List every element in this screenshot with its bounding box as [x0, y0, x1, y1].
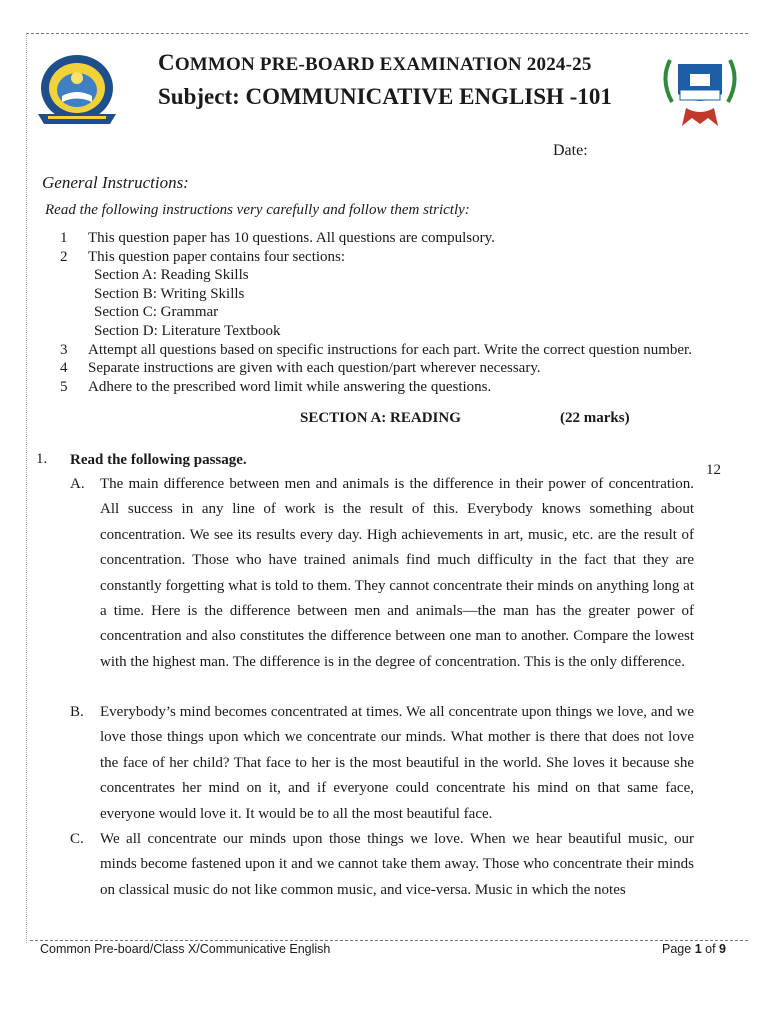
page-current: 1 — [694, 942, 702, 956]
section-a-title: SECTION A: READING — [300, 410, 461, 426]
instructions-list — [60, 229, 692, 396]
paragraph-text: The main difference between men and animals is the difference in their power of concentration. All success in any line of work is the result of this. Everybody knows something about concentration. We see its results every day. High achievements in art, music, etc. are the result of concentration. Those who have trained animals find much difficulty in the fact that they are constantly forgetting what is told to them. They cannot concentrate their minds on anything long at a time. Here is the difference between men and animals—the man has the greater power of concentration and also constitutes the difference between one man to another. Compare the lowest with the highest man. The difference is in the degree of concentration. This is the only difference. — [100, 476, 694, 670]
subject-title: Subject: COMMUNICATIVE ENGLISH -101 — [158, 84, 612, 109]
passage-paragraph-a — [70, 472, 694, 675]
board-of-directors-logo-icon — [658, 50, 742, 128]
instruction-text: This question paper contains four sections: — [88, 248, 346, 265]
instruction-item — [60, 341, 692, 360]
passage-paragraph-b — [70, 700, 694, 827]
instruction-number: 5 — [60, 378, 68, 395]
instruction-number: 4 — [60, 360, 68, 377]
passage-paragraph-c — [70, 827, 694, 903]
instructions-subheading: Read the following instructions very carefully and follow them strictly: — [45, 202, 470, 218]
instruction-item — [60, 378, 692, 397]
footer-course-info: Common Pre-board/Class X/Communicative English — [40, 942, 331, 956]
paragraph-label: C. — [70, 831, 84, 847]
question-heading: Read the following passage. — [70, 452, 247, 468]
school-logo-icon — [34, 52, 120, 132]
page-border-top — [26, 33, 748, 34]
footer-page-number — [662, 942, 726, 956]
page-word: Page — [662, 942, 692, 956]
instruction-text: This question paper has 10 questions. All questions are compulsory. — [88, 230, 495, 246]
exam-title-rest: OMMON PRE-BOARD EXAMINATION 2024-25 — [174, 54, 592, 75]
instruction-text: Attempt all questions based on specific instructions for each part. Write the correct question number. — [88, 341, 692, 358]
section-list-item: Section A: Reading Skills — [94, 267, 249, 284]
question-number: 1. — [36, 451, 48, 467]
exam-title — [158, 50, 592, 76]
paragraph-text: We all concentrate our minds upon those things we love. When we hear beautiful music, our minds become fastened upon it and we cannot take them away. Those who concentrate their minds on classical music do not like common music, and vice-versa. Music in which the notes — [100, 831, 694, 898]
instruction-item — [60, 229, 692, 248]
paragraph-label: A. — [70, 476, 85, 492]
page-total: 9 — [719, 942, 726, 956]
footer-divider — [30, 940, 748, 941]
paragraph-text: Everybody’s mind becomes concentrated at times. We all concentrate upon things we love, and we love those things upon which we concentrate our minds. What mother is there that does not love the face of her child? That face to her is the most beautiful in the world. She loves it because she concentrates her mind on it, and if everyone could concentrate his mind on that same face, everyone would love it. It would be to all the most beautiful face. — [100, 704, 694, 822]
date-label: Date: — [553, 142, 588, 159]
page-border-left — [26, 33, 27, 943]
general-instructions-heading: General Instructions: — [42, 173, 189, 192]
of-word: of — [705, 942, 716, 956]
section-a-marks: (22 marks) — [560, 410, 630, 426]
section-list-item: Section B: Writing Skills — [94, 285, 245, 302]
instruction-item — [60, 248, 692, 267]
instruction-number: 3 — [60, 341, 68, 358]
instruction-text: Adhere to the prescribed word limit while answering the questions. — [88, 378, 492, 395]
exam-title-initial: C — [158, 50, 175, 75]
instruction-item — [60, 359, 692, 378]
instruction-number: 1 — [60, 230, 68, 246]
instruction-number: 2 — [60, 248, 68, 265]
question-marks: 12 — [706, 462, 721, 478]
instruction-text: Separate instructions are given with each question/part wherever necessary. — [88, 360, 541, 377]
section-list-item: Section C: Grammar — [94, 304, 219, 321]
section-list-item: Section D: Literature Textbook — [94, 322, 281, 339]
paragraph-label: B. — [70, 704, 84, 720]
